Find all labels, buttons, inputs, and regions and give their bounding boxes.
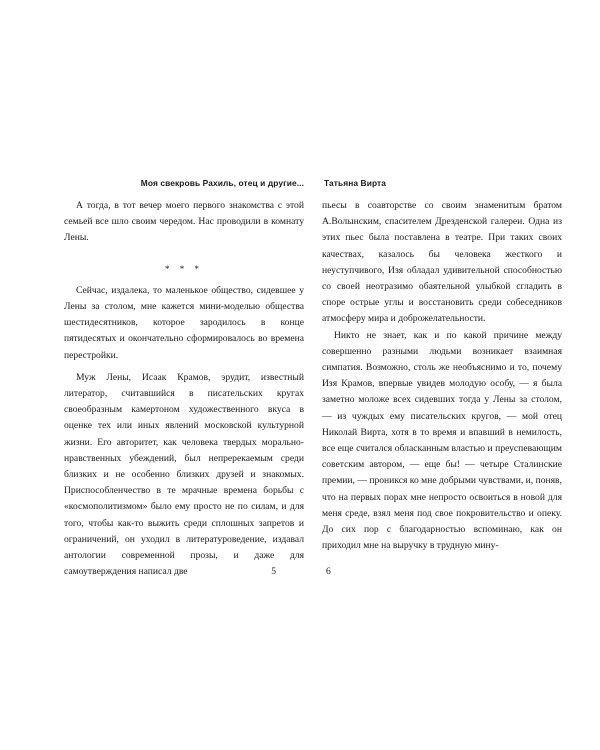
left-paragraph-1: А тогда, в тот вечер моего первого знакомства с этой семьей все шло своим чередом. Нас проводили в комнату Лены. [64, 200, 304, 244]
left-paragraph-2: Сейчас, издалека, то маленькое общество, сидевшее у Лены за столом, мне кажется мини-моделью общества шестидесятников, которое зародилось в конце пятидесятых и окончательно сформировалось во времена перестройки. [64, 284, 304, 361]
left-page-number: 5 [271, 566, 276, 577]
section-separator: * * * [165, 263, 203, 274]
right-running-head: Татьяна Вирта [324, 178, 387, 188]
left-running-head: Моя свекровь Рахиль, отец и другие... [140, 178, 304, 188]
right-paragraph-1: пьесы в соавторстве со своим знаменитым братом А.Волынским, спасителем Дрезденской галереи. Одна из этих пьес была поставлена в театре. При таких своих качествах, казалось бы человека жесткого и неуступчивого, Изя обладал удивительной способностью со своей неотразимо обаятельной улыбкой сгладить в споре острые углы и восстановить среди собеседников атмосферу мира и доброжелательности. [322, 200, 562, 325]
right-paragraph-2: Никто не знает, как и по какой причине между совершенно разными людьми возникает взаимная симпатия. Возможно, столь же необъяснимо и то, почему Изя Крамов, впервые увидев молодую особу, — я была заметно моложе всех сидевших тогда у Лены за столом, — из чуждых ему писательских кругов, — мой отец Николай Вирта, хотя в то время и впавший в немилость, все еще считался обласканным властью и преуспевающим советским автором, — еще бы! — четыре Сталинские премии, — проникся ко мне добрыми чувствами, и, поняв, что на первых порах мне непросто освоиться в новой для меня среде, взял меня под свое покровительство и опеку. До сих пор с благодарностью вспоминаю, как он приходил мне на выручку в трудную мину- [322, 329, 562, 552]
right-page-body [322, 198, 562, 554]
left-paragraph-3: Муж Лены, Исаак Крамов, эрудит, известный литератор, считавшийся в писательских кругах своеобразным камертоном художественного вкуса в оценке тех или иных явлений московской культурной жизни. Его авторитет, как человека твердых морально-нравственных убеждений, был непререкаемым среди близких и не особенно близких друзей и знакомых. Приспособленчество в те мрачные времена борьбы с «космополитизмом» было ему просто не по силам, и для того, чтобы как-то выжить среди сплошных запретов и ограничений, он уходил в литературоведение, издавал антологии современной прозы, и даже для самоутверждения написал две [64, 371, 304, 578]
left-page-body [64, 198, 304, 580]
right-page-number: 6 [326, 566, 331, 577]
